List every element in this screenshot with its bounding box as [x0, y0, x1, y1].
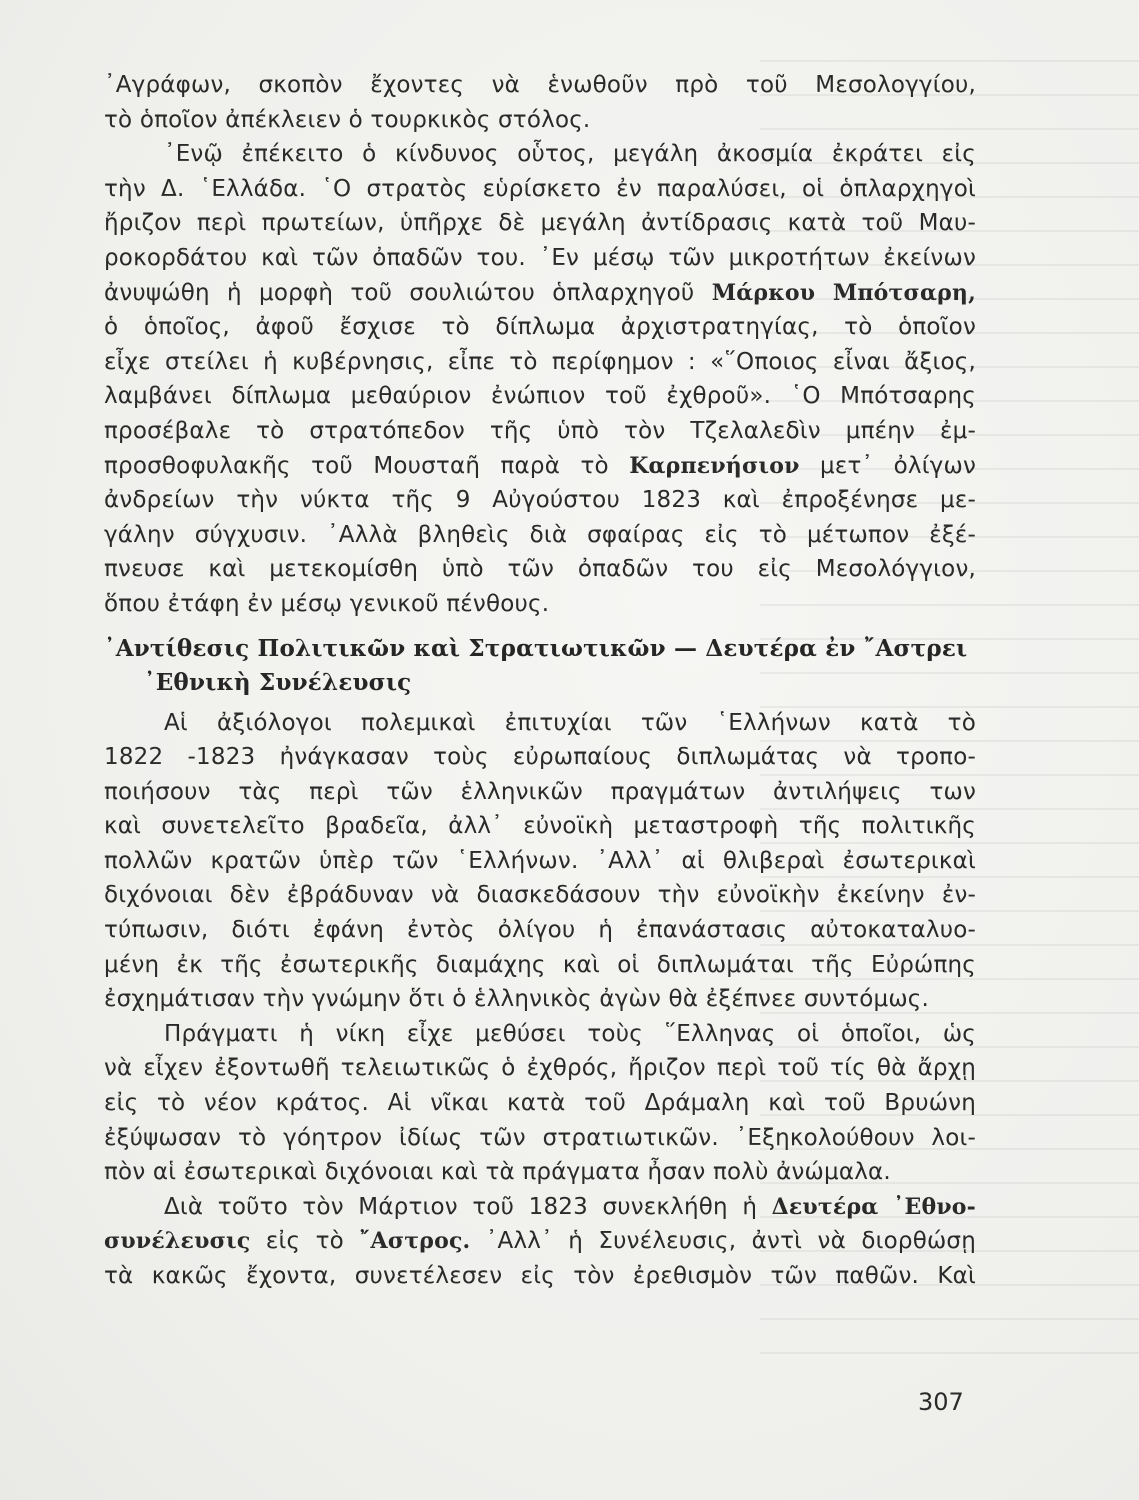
text-line: ᾿Ενῷ ἐπέκειτο ὁ κίνδυνος οὗτος, μεγάλη ἀκοσμία ἐκράτει εἰς: [164, 141, 976, 168]
paragraph-1: [104, 68, 976, 137]
heading-line: ᾿Αντίθεσις Πολιτικῶν καὶ Στρατιωτικῶν — Δευτέρα ἐν ῎Αστρει: [104, 634, 968, 662]
bold-name-markos-botsaris: Μάρκου Μπότσαρη,: [711, 279, 976, 306]
text-run: ἀνυψώθη ἡ μορφὴ τοῦ σουλιώτου ὁπλαρχηγοῦ: [104, 279, 712, 306]
text-line: λαμβάνει δίπλωμα μεθαύριον ἐνώπιον τοῦ ἐχθροῦ». ῾Ο Μπότσαρης: [104, 383, 976, 410]
text-line: ἐξύψωσαν τὸ γόητρον ἰδίως τῶν στρατιωτικῶν. ᾿Εξηκολούθουν λοι-: [104, 1124, 976, 1151]
text-line: τύπωσιν, διότι ἐφάνη ἐντὸς ὀλίγου ἡ ἐπανάστασις αὐτοκαταλυο-: [104, 917, 976, 944]
text-line: μένη ἐκ τῆς ἐσωτερικῆς διαμάχης καὶ οἱ διπλωμάται τῆς Εὐρώπης: [104, 951, 976, 978]
text-run: εἰς τὸ: [250, 1228, 360, 1255]
text-line: ἤριζον περὶ πρωτείων, ὑπῆρχε δὲ μεγάλη ἀντίδρασις κατὰ τοῦ Μαυ-: [104, 210, 976, 237]
text-line: ἐσχημάτισαν τὴν γνώμην ὅτι ὁ ἑλληνικὸς ἀγὼν θὰ ἐξέπνεε συντόμως.: [104, 986, 930, 1013]
text-line: εἶχε στείλει ἡ κυβέρνησις, εἶπε τὸ περίφημον : «῞Οποιος εἶναι ἄξιος,: [104, 348, 976, 375]
text-line: [104, 449, 976, 484]
text-line: ὁ ὁποῖος, ἀφοῦ ἔσχισε τὸ δίπλωμα ἀρχιστρατηγίας, τὸ ὁποῖον: [104, 314, 976, 341]
text-line: ἀνδρείων τὴν νύκτα τῆς 9 Αὐγούστου 1823 καὶ ἐπροξένησε με-: [104, 487, 976, 514]
text-line: [104, 1190, 976, 1225]
text-line: πολλῶν κρατῶν ὑπὲρ τῶν ῾Ελλήνων. ᾿Αλλ᾿ αἱ θλιβεραὶ ἐσωτερικαὶ: [104, 847, 976, 874]
text-line: ᾿Αγράφων, σκοπὸν ἔχοντες νὰ ἑνωθοῦν πρὸ τοῦ Μεσολογγίου,: [104, 72, 976, 98]
paragraph-4: [104, 1017, 976, 1190]
text-run: ᾿Αλλ᾿ ἡ Συνέλευσις, ἀντὶ νὰ διορθώσῃ: [470, 1228, 976, 1255]
text-line: νὰ εἶχεν ἐξοντωθῆ τελειωτικῶς ὁ ἐχθρός, ἤριζον περὶ τοῦ τίς θὰ ἄρχῃ: [104, 1055, 976, 1082]
text-run: Διὰ τοῦτο τὸν Μάρτιον τοῦ 1823 συνεκλήθη ἡ: [164, 1193, 772, 1220]
paragraph-5: [104, 1190, 976, 1294]
text-line: [104, 1224, 976, 1259]
paragraph-2: [104, 137, 976, 621]
heading-line: ᾿Εθνικὴ Συνέλευσις: [144, 668, 412, 696]
paragraph-3: [104, 706, 976, 1017]
text-line: πνευσε καὶ μετεκομίσθη ὑπὸ τῶν ὀπαδῶν του εἰς Μεσολόγγιον,: [104, 556, 976, 583]
text-line: Πράγματι ἡ νίκη εἶχε μεθύσει τοὺς ῞Ελληνας οἱ ὁποῖοι, ὡς: [164, 1020, 976, 1047]
bold-second-national-assembly: Δευτέρα ᾿Εθνο-: [771, 1193, 976, 1220]
bold-place-astros: ῎Αστρος.: [359, 1228, 471, 1255]
text-line: [104, 276, 976, 311]
text-line: γάλην σύγχυσιν. ᾿Αλλὰ βληθεὶς διὰ σφαίρας εἰς τὸ μέτωπον ἐξέ-: [104, 521, 976, 548]
text-line: προσέβαλε τὸ στρατόπεδον τῆς ὑπὸ τὸν Τζελαλεδὶν μπέην ἐμ-: [104, 417, 976, 444]
text-line: καὶ συνετελεῖτο βραδεῖα, ἀλλ᾿ εὐνοϊκὴ μεταστροφὴ τῆς πολιτικῆς: [104, 813, 976, 840]
text-line: τὸ ὁποῖον ἀπέκλειεν ὁ τουρκικὸς στόλος.: [104, 106, 591, 133]
page-text: [104, 68, 976, 1294]
text-line: τὴν Δ. ῾Ελλάδα. ῾Ο στρατὸς εὑρίσκετο ἐν παραλύσει, οἱ ὁπλαρχηγοὶ: [104, 175, 976, 202]
text-line: Αἱ ἀξιόλογοι πολεμικαὶ ἐπιτυχίαι τῶν ῾Ελλήνων κατὰ τὸ: [164, 709, 976, 736]
text-line: ὅπου ἐτάφη ἐν μέσῳ γενικοῦ πένθους.: [104, 590, 550, 617]
text-run: μετ᾿ ὀλίγων: [799, 452, 977, 479]
text-line: ποιήσουν τὰς περὶ τῶν ἑλληνικῶν πραγμάτων ἀντιλήψεις των: [104, 778, 976, 805]
section-heading: [104, 632, 976, 700]
bold-place-karpenisi: Καρπενήσιον: [629, 452, 800, 479]
text-line: ροκορδάτου καὶ τῶν ὀπαδῶν του. ᾿Εν μέσῳ τῶν μικροτήτων ἐκείνων: [104, 244, 976, 271]
text-line: διχόνοιαι δὲν ἐβράδυναν νὰ διασκεδάσουν τὴν εὐνοϊκὴν ἐκείνην ἐν-: [104, 882, 976, 909]
bold-assembly: συνέλευσις: [104, 1228, 251, 1255]
text-line: 1822 -1823 ἠνάγκασαν τοὺς εὐρωπαίους διπλωμάτας νὰ τροπο-: [104, 744, 976, 771]
text-line: πὸν αἱ ἐσωτερικαὶ διχόνοιαι καὶ τὰ πράγματα ἦσαν πολὺ ἀνώμαλα.: [104, 1159, 891, 1186]
page-number: 307: [918, 1388, 964, 1416]
text-run: προσθοφυλακῆς τοῦ Μουσταῆ παρὰ τὸ: [104, 452, 630, 479]
text-line: εἰς τὸ νέον κράτος. Αἱ νῖκαι κατὰ τοῦ Δράμαλη καὶ τοῦ Βρυώνη: [104, 1090, 976, 1117]
text-line: τὰ κακῶς ἔχοντα, συνετέλεσεν εἰς τὸν ἐρεθισμὸν τῶν παθῶν. Καὶ: [104, 1263, 976, 1289]
